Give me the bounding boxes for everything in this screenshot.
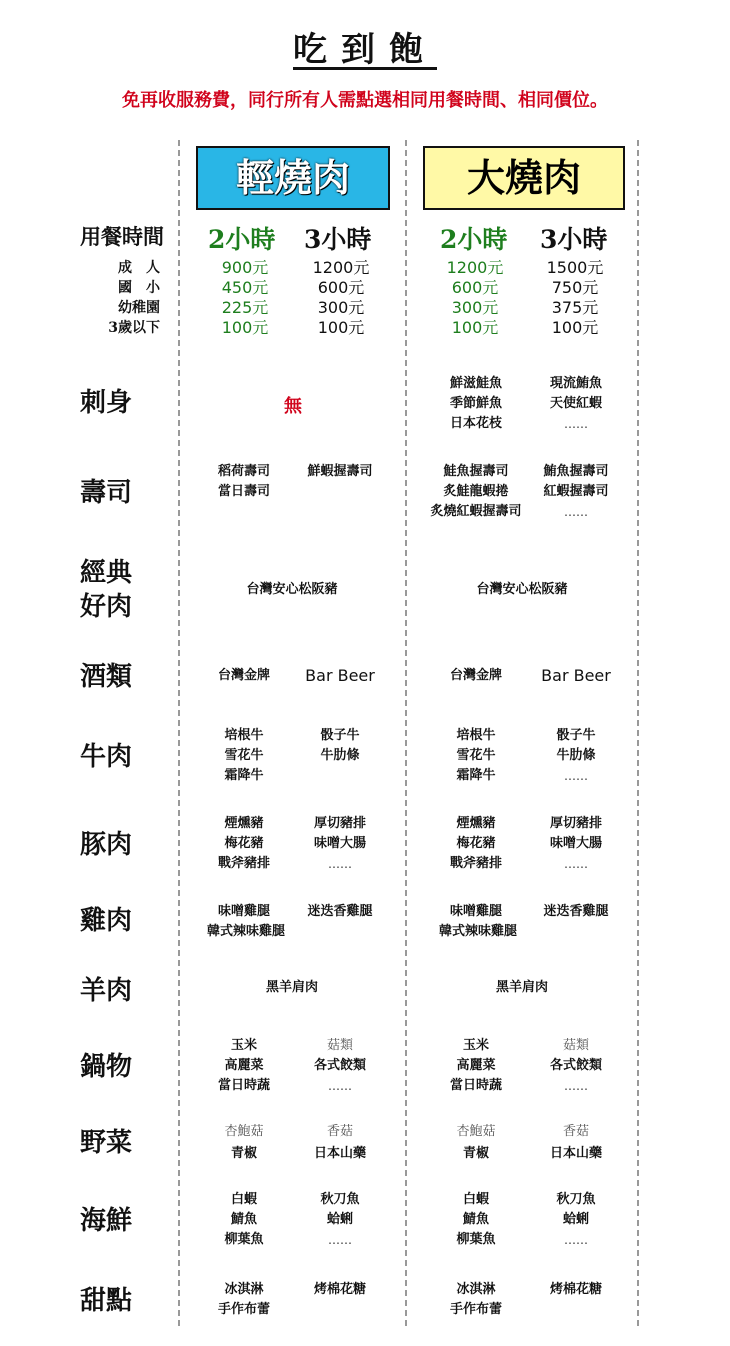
drink-item: 台灣金牌 [217, 668, 270, 683]
sushi-item: 鮮蝦握壽司 [307, 464, 373, 479]
dessert-item: 烤棉花糖 [549, 1282, 602, 1297]
price-light-3h-kindergarten: 300元 [317, 298, 365, 317]
veg-item: 日本山藥 [549, 1146, 602, 1161]
seafood-item: 秋刀魚 [556, 1192, 596, 1207]
beef-item: 培根牛 [224, 728, 264, 743]
classic-item: 台灣安心松阪豬 [476, 582, 568, 597]
sashimi-item: 日本花枝 [449, 416, 502, 431]
notice-text: 免再收服務費，同行所有人需點選相同用餐時間、相同價位。 [122, 90, 608, 111]
hotpot-item: 玉米 [230, 1038, 257, 1053]
chicken-item: 韓式辣味雞腿 [438, 924, 517, 939]
price-big-3h-under3: 100元 [551, 318, 599, 337]
dessert-item: 手作布蕾 [449, 1302, 502, 1317]
seafood-item: 蛤蜊 [326, 1212, 353, 1227]
seafood-item: 柳葉魚 [224, 1232, 264, 1247]
seafood-item: 白蝦 [462, 1192, 489, 1207]
seafood-item: 柳葉魚 [456, 1232, 496, 1247]
drink-item: Bar Beer [305, 666, 375, 685]
beef-item: 霜降牛 [456, 768, 496, 783]
light-bbq-header: 輕燒肉 [196, 146, 390, 210]
price-light-2h-kindergarten: 225元 [221, 298, 269, 317]
row-veg: 野菜 [80, 1128, 133, 1158]
dessert-item: 冰淇淋 [456, 1282, 496, 1297]
ellipsis: …… [328, 857, 352, 871]
veg-item: 青椒 [462, 1146, 489, 1161]
light-2h: 2小時 [208, 225, 276, 254]
beef-item: 牛肋條 [320, 748, 360, 763]
seafood-item: 鯖魚 [462, 1212, 489, 1227]
age-adult: 成 人 [118, 260, 160, 276]
chicken-item: 迷迭香雞腿 [543, 904, 609, 919]
ellipsis: …… [564, 857, 588, 871]
sushi-item: 炙燒紅蝦握壽司 [430, 504, 522, 519]
beef-item: 骰子牛 [320, 728, 360, 743]
hotpot-item: 高麗菜 [456, 1058, 496, 1073]
seafood-item: 白蝦 [230, 1192, 257, 1207]
ellipsis: …… [564, 1079, 588, 1093]
dining-time-label: 用餐時間 [80, 224, 164, 249]
sashimi-item: 天使紅蝦 [549, 396, 602, 411]
price-light-3h-under3: 100元 [317, 318, 365, 337]
beef-item: 牛肋條 [556, 748, 596, 763]
beef-item: 培根牛 [456, 728, 496, 743]
chicken-item: 味噌雞腿 [449, 904, 502, 919]
sashimi-none: 無 [284, 396, 302, 417]
veg-item: 杏鮑菇 [224, 1124, 264, 1139]
sushi-item: 當日壽司 [217, 484, 270, 499]
row-dessert: 甜點 [80, 1286, 133, 1316]
pork-item: 煙燻豬 [456, 816, 496, 831]
pork-item: 厚切豬排 [313, 816, 366, 831]
ellipsis: …… [328, 1079, 352, 1093]
pork-item: 味噌大腸 [313, 836, 366, 851]
drink-item: 台灣金牌 [449, 668, 502, 683]
page-title: 吃到飽 [293, 30, 437, 70]
sashimi-item: 季節鮮魚 [449, 396, 502, 411]
veg-item: 香菇 [562, 1124, 589, 1139]
price-light-3h-elementary: 600元 [317, 278, 365, 297]
seafood-item: 鯖魚 [230, 1212, 257, 1227]
hotpot-item: 菇類 [326, 1038, 353, 1053]
pork-item: 梅花豬 [224, 836, 264, 851]
sushi-item: 稻荷壽司 [217, 464, 270, 479]
sushi-item: 鮭魚握壽司 [443, 464, 509, 479]
row-lamb: 羊肉 [80, 976, 133, 1006]
price-light-2h-under3: 100元 [221, 318, 269, 337]
pork-item: 戰斧豬排 [217, 856, 270, 871]
divider-middle [405, 140, 407, 1326]
beef-item: 雪花牛 [456, 748, 496, 763]
veg-item: 杏鮑菇 [456, 1124, 496, 1139]
big-bbq-header: 大燒肉 [423, 146, 625, 210]
dessert-item: 手作布蕾 [217, 1302, 270, 1317]
price-light-3h-adult: 1200元 [312, 258, 370, 277]
row-chicken: 雞肉 [80, 906, 133, 936]
sushi-item: 炙鮭龍蝦捲 [443, 484, 509, 499]
row-beef: 牛肉 [80, 742, 133, 772]
price-light-2h-elementary: 450元 [221, 278, 269, 297]
pork-item: 味噌大腸 [549, 836, 602, 851]
drink-item: Bar Beer [541, 666, 611, 685]
big-3h: 3小時 [540, 225, 608, 254]
lamb-item: 黑羊肩肉 [495, 980, 548, 995]
age-kindergarten: 幼稚園 [118, 300, 160, 316]
row-sushi: 壽司 [80, 478, 133, 508]
chicken-item: 韓式辣味雞腿 [206, 924, 285, 939]
hotpot-item: 各式餃類 [549, 1058, 602, 1073]
sashimi-item: 鮮滋鮭魚 [449, 376, 502, 391]
sushi-item: 紅蝦握壽司 [543, 484, 609, 499]
pork-item: 戰斧豬排 [449, 856, 502, 871]
hotpot-item: 各式餃類 [313, 1058, 366, 1073]
price-big-2h-elementary: 600元 [451, 278, 499, 297]
hotpot-item: 當日時蔬 [449, 1078, 502, 1093]
ellipsis: …… [564, 505, 588, 519]
veg-item: 日本山藥 [313, 1146, 366, 1161]
dessert-item: 烤棉花糖 [313, 1282, 366, 1297]
hotpot-item: 菇類 [562, 1038, 589, 1053]
row-sashimi: 刺身 [80, 388, 133, 418]
beef-item: 霜降牛 [224, 768, 264, 783]
price-big-3h-elementary: 750元 [551, 278, 599, 297]
pork-item: 梅花豬 [456, 836, 496, 851]
row-classic: 經典好肉 [80, 558, 133, 622]
lamb-item: 黑羊肩肉 [265, 980, 318, 995]
beef-item: 骰子牛 [556, 728, 596, 743]
chicken-item: 味噌雞腿 [217, 904, 270, 919]
price-big-3h-adult: 1500元 [546, 258, 604, 277]
dessert-item: 冰淇淋 [224, 1282, 264, 1297]
veg-item: 青椒 [230, 1146, 257, 1161]
ellipsis: …… [564, 1233, 588, 1247]
ellipsis: …… [328, 1233, 352, 1247]
age-under3: 3歲以下 [108, 320, 160, 336]
seafood-item: 蛤蜊 [562, 1212, 589, 1227]
chicken-item: 迷迭香雞腿 [307, 904, 373, 919]
age-elementary: 國 小 [118, 280, 160, 296]
beef-item: 雪花牛 [224, 748, 264, 763]
hotpot-item: 玉米 [462, 1038, 489, 1053]
ellipsis: …… [564, 769, 588, 783]
row-hotpot: 鍋物 [80, 1052, 133, 1082]
seafood-item: 秋刀魚 [320, 1192, 360, 1207]
hotpot-item: 高麗菜 [224, 1058, 264, 1073]
price-big-2h-under3: 100元 [451, 318, 499, 337]
light-3h: 3小時 [304, 225, 372, 254]
sashimi-item: 現流鮪魚 [549, 376, 602, 391]
price-big-2h-adult: 1200元 [446, 258, 504, 277]
row-drinks: 酒類 [80, 662, 133, 692]
classic-item: 台灣安心松阪豬 [246, 582, 338, 597]
divider-right [637, 140, 639, 1326]
sushi-item: 鮪魚握壽司 [543, 464, 609, 479]
divider-left [178, 140, 180, 1326]
price-big-3h-kindergarten: 375元 [551, 298, 599, 317]
pork-item: 煙燻豬 [224, 816, 264, 831]
veg-item: 香菇 [326, 1124, 353, 1139]
row-pork: 豚肉 [80, 830, 133, 860]
big-2h: 2小時 [440, 225, 508, 254]
hotpot-item: 當日時蔬 [217, 1078, 270, 1093]
price-big-2h-kindergarten: 300元 [451, 298, 499, 317]
row-seafood: 海鮮 [80, 1206, 133, 1236]
pork-item: 厚切豬排 [549, 816, 602, 831]
price-light-2h-adult: 900元 [221, 258, 269, 277]
ellipsis: …… [564, 417, 588, 431]
